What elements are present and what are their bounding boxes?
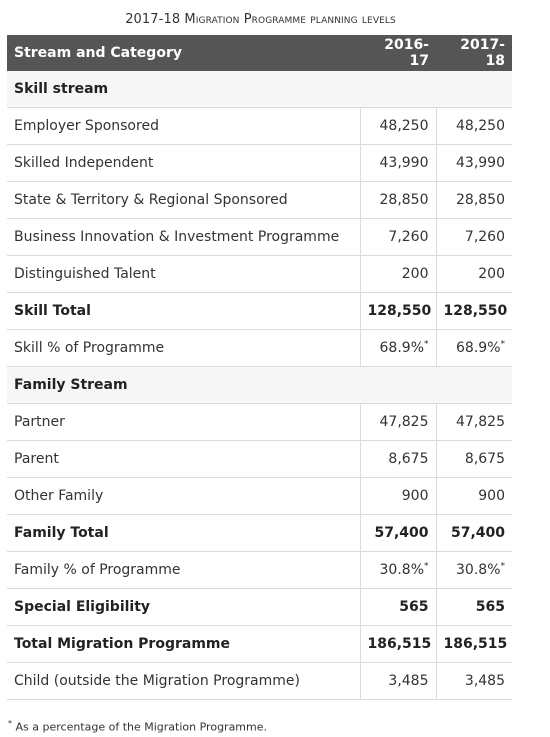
table-row (7, 589, 512, 626)
table-row (7, 552, 512, 589)
cell-value: 8,675 (464, 451, 505, 467)
value-2017-18 (436, 589, 512, 626)
table-row (7, 478, 512, 515)
row-label: Skilled Independent (7, 145, 360, 182)
section-row (7, 367, 512, 404)
table-row (7, 182, 512, 219)
value-2016-17 (360, 515, 436, 552)
value-2017-18 (436, 330, 512, 367)
cell-value: 3,485 (464, 673, 505, 689)
cell-value: 47,825 (379, 414, 429, 430)
value-2017-18 (436, 663, 512, 700)
row-label: Special Eligibility (7, 589, 360, 626)
value-2017-18 (436, 515, 512, 552)
table-row (7, 293, 512, 330)
value-2016-17 (360, 108, 436, 145)
cell-value: 7,260 (388, 229, 429, 245)
value-2017-18 (436, 478, 512, 515)
row-label: Employer Sponsored (7, 108, 360, 145)
cell-value: 565 (475, 599, 505, 615)
value-2016-17 (360, 182, 436, 219)
row-label: Skill stream (7, 71, 512, 108)
footnote (8, 719, 267, 734)
value-2017-18 (436, 441, 512, 478)
value-2017-18 (436, 404, 512, 441)
value-2016-17 (360, 330, 436, 367)
row-label: Family Total (7, 515, 360, 552)
value-2017-18 (436, 145, 512, 182)
cell-value: 186,515 (443, 636, 508, 652)
row-label: Parent (7, 441, 360, 478)
cell-value: 30.8% (379, 562, 424, 578)
footnote-asterisk: * (424, 561, 429, 572)
value-2016-17 (360, 589, 436, 626)
table-body (7, 71, 512, 700)
row-label: State & Territory & Regional Sponsored (7, 182, 360, 219)
value-2016-17 (360, 145, 436, 182)
table-row (7, 330, 512, 367)
value-2017-18 (436, 626, 512, 663)
value-2017-18 (436, 293, 512, 330)
cell-value: 28,850 (379, 192, 429, 208)
value-2016-17 (360, 404, 436, 441)
row-label: Other Family (7, 478, 360, 515)
cell-value: 128,550 (443, 303, 508, 319)
migration-planning-table (7, 35, 512, 700)
table-row (7, 441, 512, 478)
cell-value: 8,675 (388, 451, 429, 467)
cell-value: 565 (399, 599, 429, 615)
footnote-asterisk: * (500, 339, 505, 350)
table-row (7, 404, 512, 441)
row-label: Child (outside the Migration Programme) (7, 663, 360, 700)
section-row (7, 71, 512, 108)
cell-value: 57,400 (374, 525, 429, 541)
cell-value: 48,250 (379, 118, 429, 134)
table-caption: 2017-18 Migration Programme planning levels (125, 12, 396, 27)
cell-value: 186,515 (367, 636, 432, 652)
table-header-row (7, 35, 512, 71)
value-2016-17 (360, 552, 436, 589)
row-label: Skill Total (7, 293, 360, 330)
cell-value: 900 (478, 488, 505, 504)
cell-value: 57,400 (450, 525, 505, 541)
cell-value: 28,850 (456, 192, 505, 208)
cell-value: 48,250 (456, 118, 505, 134)
row-label: Partner (7, 404, 360, 441)
cell-value: 3,485 (388, 673, 429, 689)
row-label: Total Migration Programme (7, 626, 360, 663)
cell-value: 30.8% (456, 562, 501, 578)
value-2017-18 (436, 552, 512, 589)
cell-value: 47,825 (456, 414, 505, 430)
value-2016-17 (360, 293, 436, 330)
value-2016-17 (360, 256, 436, 293)
cell-value: 68.9% (456, 340, 501, 356)
table-row (7, 663, 512, 700)
header-stream-category: Stream and Category (7, 35, 360, 71)
table-row (7, 145, 512, 182)
value-2016-17 (360, 478, 436, 515)
row-label: Family Stream (7, 367, 512, 404)
cell-value: 7,260 (464, 229, 505, 245)
value-2017-18 (436, 219, 512, 256)
footnote-asterisk: * (500, 561, 505, 572)
table-row (7, 108, 512, 145)
footnote-marker: * (8, 719, 12, 728)
value-2016-17 (360, 219, 436, 256)
table-row (7, 515, 512, 552)
row-label: Distinguished Talent (7, 256, 360, 293)
cell-value: 200 (401, 266, 429, 282)
header-2016-17: 2016-17 (360, 35, 436, 71)
cell-value: 43,990 (379, 155, 429, 171)
value-2016-17 (360, 441, 436, 478)
table-row (7, 219, 512, 256)
footnote-asterisk: * (424, 339, 429, 350)
value-2016-17 (360, 663, 436, 700)
value-2017-18 (436, 182, 512, 219)
value-2016-17 (360, 626, 436, 663)
row-label: Business Innovation & Investment Programme (7, 219, 360, 256)
cell-value: 43,990 (456, 155, 505, 171)
cell-value: 128,550 (367, 303, 432, 319)
cell-value: 200 (478, 266, 505, 282)
row-label: Skill % of Programme (7, 330, 360, 367)
value-2017-18 (436, 108, 512, 145)
header-2017-18: 2017-18 (436, 35, 512, 71)
row-label: Family % of Programme (7, 552, 360, 589)
table-row (7, 626, 512, 663)
cell-value: 68.9% (379, 340, 424, 356)
value-2017-18 (436, 256, 512, 293)
footnote-text: As a percentage of the Migration Programme. (15, 720, 268, 734)
table-row (7, 256, 512, 293)
cell-value: 900 (401, 488, 429, 504)
